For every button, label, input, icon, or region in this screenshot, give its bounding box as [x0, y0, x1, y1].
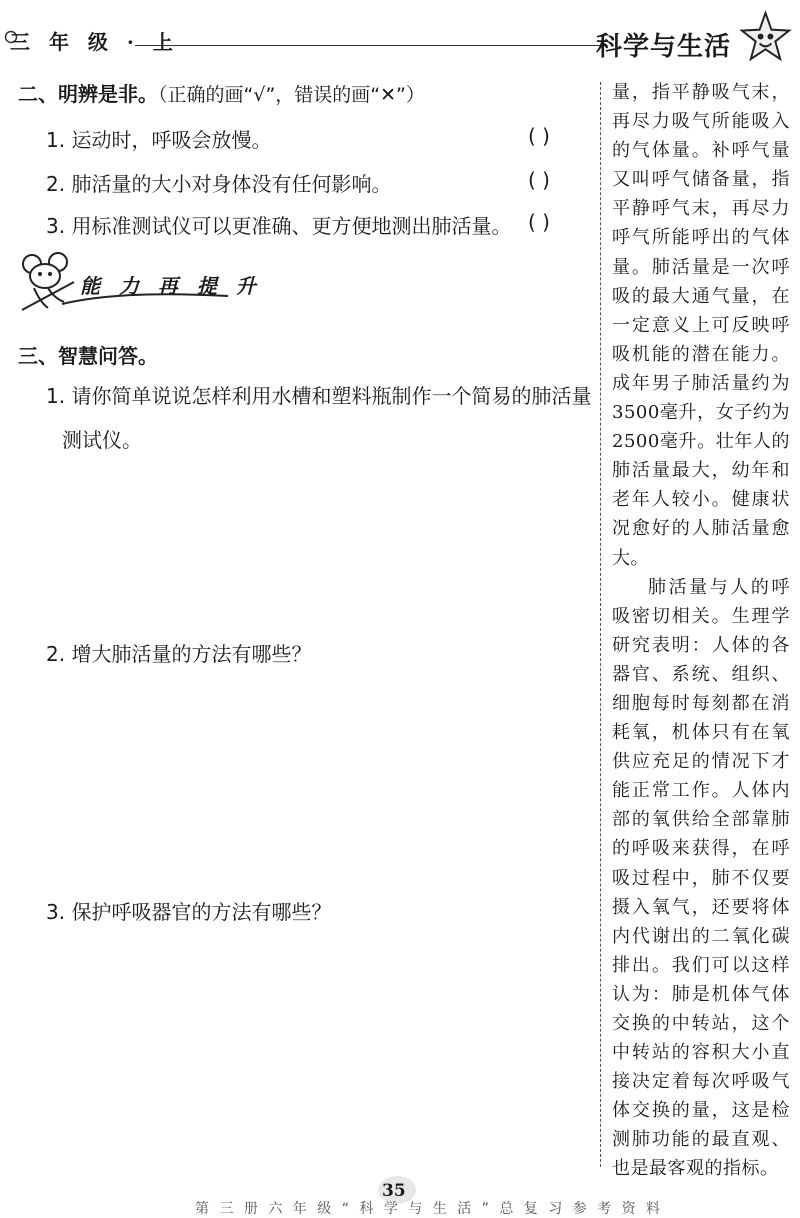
- section3-title: 三、智慧问答。: [18, 344, 158, 368]
- star-mascot-icon: [738, 10, 793, 65]
- sidebar-divider: [600, 82, 601, 1167]
- answer-blank-2-3[interactable]: ( ): [528, 210, 550, 234]
- question-3-3: 3. 保护呼吸器官的方法有哪些？: [46, 900, 332, 924]
- question-2-2: 2. 肺活量的大小对身体没有任何影响。: [46, 172, 392, 196]
- grade-label: 三 年 级 · 上: [10, 30, 179, 54]
- header-rule: [135, 45, 605, 46]
- section2-title: [18, 78, 425, 107]
- answer-blank-2-1[interactable]: ( ): [528, 124, 550, 148]
- banner-swoosh: [60, 282, 230, 308]
- sidebar-paragraph-1: 量，指平静吸气末，再尽力吸气所能吸入的气体量。补呼气量又叫呼气储备量，指平静呼气末，再尽力呼气所能呼出的气体量。肺活量是一次呼吸的最大通气量，在一定意义上可反映呼吸机能的潜在能力。成年男子肺活量约为3500毫升，女子约为2500毫升。壮年人的肺活量最大，幼年和老年人较小。健康状况愈好的人肺活量愈大。: [612, 82, 790, 569]
- banner-label: 能 力 再 提 升: [80, 274, 262, 298]
- question-2-1: 1. 运动时，呼吸会放慢。: [46, 128, 272, 152]
- section2-title-text: 二、明辨是非。: [18, 82, 158, 106]
- question-3-1-line2: 测试仪。: [62, 428, 142, 452]
- question-3-1-line1: 1. 请你简单说说怎样利用水槽和塑料瓶制作一个简易的肺活量: [46, 384, 592, 408]
- question-2-3: 3. 用标准测试仪可以更准确、更方便地测出肺活量。: [46, 214, 512, 238]
- answer-blank-2-2[interactable]: ( ): [528, 168, 550, 192]
- book-title: 科学与生活: [596, 32, 732, 62]
- question-3-2: 2. 增大肺活量的方法有哪些？: [46, 642, 312, 666]
- page-number: 35: [382, 1181, 406, 1201]
- section2-note: （正确的画“√”，错误的画“✕”）: [158, 84, 425, 106]
- footer-text: 第 三 册 六 年 级 “ 科 学 与 生 活 ” 总 复 习 参 考 资 料: [195, 1201, 664, 1217]
- sidebar-paragraph-2: 肺活量与人的呼吸密切相关。生理学研究表明：人体的各器官、系统、组织、细胞每时每刻都在消耗氧，机体只有在氧供应充足的情况下才能正常工作。人体内部的氧供给全部靠肺的呼吸来获得，在呼吸过程中，肺不仅要摄入氧气，还要将体内代谢出的二氧化碳排出。我们可以这样认为：肺是机体气体交换的中转站，这个中转站的容积大小直接决定着每次呼吸气体交换的量，这是检测肺功能的最直观、也是最客观的指标。: [612, 576, 790, 1180]
- sidebar-reading: [612, 78, 790, 1184]
